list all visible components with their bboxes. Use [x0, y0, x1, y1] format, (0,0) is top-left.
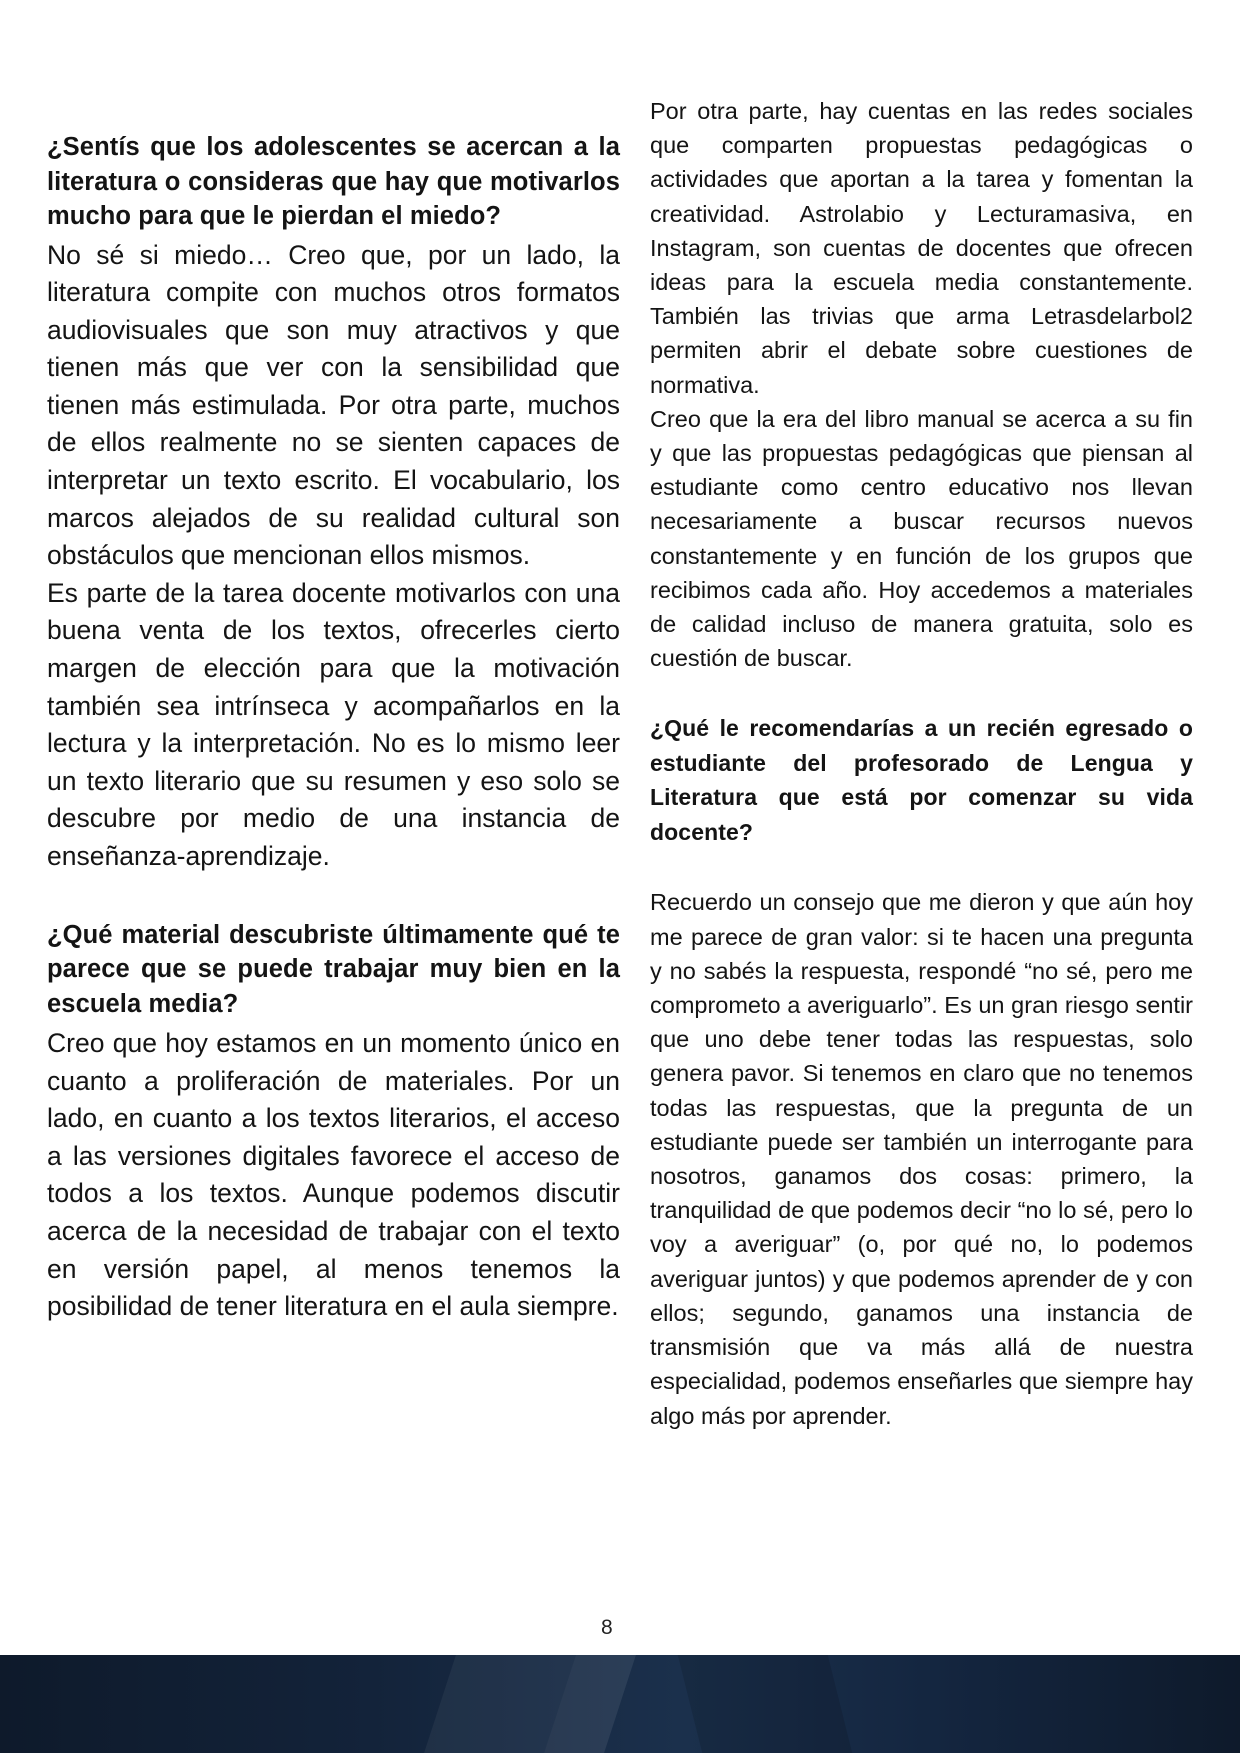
answer-paragraph-4: Por otra parte, hay cuentas en las redes sociales que comparten propuestas pedagógicas o actividades que aportan a la tarea y fomentan la creatividad. Astrolabio y Lecturamasiva, en Instagram, son cuentas de docentes que ofrecen ideas para la escuela media constantemente. También las trivias que arma Letrasdelarbol2 permiten abrir el debate sobre cuestiones de normativa. — [650, 98, 1193, 398]
question-heading-3: ¿Qué le recomendarías a un recién egresado o estudiante del profesorado de Lengua y Literatura que está por comenzar su vida docente? — [650, 715, 1193, 845]
answer-paragraph-5: Creo que la era del libro manual se acerca a su fin y que las propuestas pedagógicas que piensan al estudiante como centro educativo nos llevan necesariamente a buscar recursos nuevos constantemente y en función de los grupos que recibimos cada año. Hoy accedemos a materiales de calidad incluso de manera gratuita, solo es cuestión de buscar. — [650, 405, 1193, 672]
question-heading-1: ¿Sentís que los adolescentes se acercan a la literatura o consideras que hay que motivarlos mucho para que le pierdan el miedo? — [47, 133, 620, 230]
answer-paragraph-1: No sé si miedo… Creo que, por un lado, la literatura compite con muchos otros formatos audiovisuales que son muy atractivos y que tienen más que ver con la sensibilidad que tienen más estimulada. Por otra parte, muchos de ellos realmente no se sienten capaces de interpretar un texto escrito. El vocabulario, los marcos alejados de su realidad cultural son obstáculos que mencionan ellos mismos. — [47, 239, 620, 571]
right-column — [650, 0, 1193, 1433]
footer-building-shadow — [678, 1655, 852, 1753]
footer-band — [0, 1655, 1240, 1753]
answer-paragraph-6: Recuerdo un consejo que me dieron y que aún hoy me parece de gran valor: si te hacen una pregunta y no sabés la respuesta, respondé “no sé, pero me comprometo a averiguarlo”. Es un gran riesgo sentir que uno debe tener todas las respuestas, solo genera pavor. Si tenemos en claro que no tenemos todas las respuestas, que la pregunta de un estudiante puede ser también un interrogante para nosotros, ganamos dos cosas: primero, la tranquilidad de que podemos decir “no lo sé, pero lo voy a averiguar” (o, por qué no, lo podemos averiguar juntos) y que podemos aprender de y con ellos; segundo, ganamos una instancia de transmisión que va más allá de nuestra especialidad, podemos enseñarles que siempre hay algo más por aprender. — [650, 889, 1193, 1429]
answer-paragraph-2: Es parte de la tarea docente motivarlos con una buena venta de los textos, ofrecerles cierto margen de elección para que la motivación también sea intrínseca y acompañarlos en la lectura y la interpretación. No es lo mismo leer un texto literario que su resumen y eso solo se descubre por medio de una instancia de enseñanza-aprendizaje. — [47, 577, 620, 871]
answer-paragraph-3: Creo que hoy estamos en un momento único en cuanto a proliferación de materiales. Por un lado, en cuanto a los textos literarios, el acceso a las versiones digitales favorece el acceso de todos a los textos. Aunque podemos discutir acerca de la necesidad de trabajar con el texto en versión papel, al menos tenemos la posibilidad de tener literatura en el aula siempre. — [47, 1028, 620, 1322]
page-number: 8 — [601, 1616, 613, 1639]
question-heading-2: ¿Qué material descubriste últimamente qué te parece que se puede trabajar muy bien en la escuela media? — [47, 920, 620, 1018]
left-column — [47, 0, 620, 1326]
